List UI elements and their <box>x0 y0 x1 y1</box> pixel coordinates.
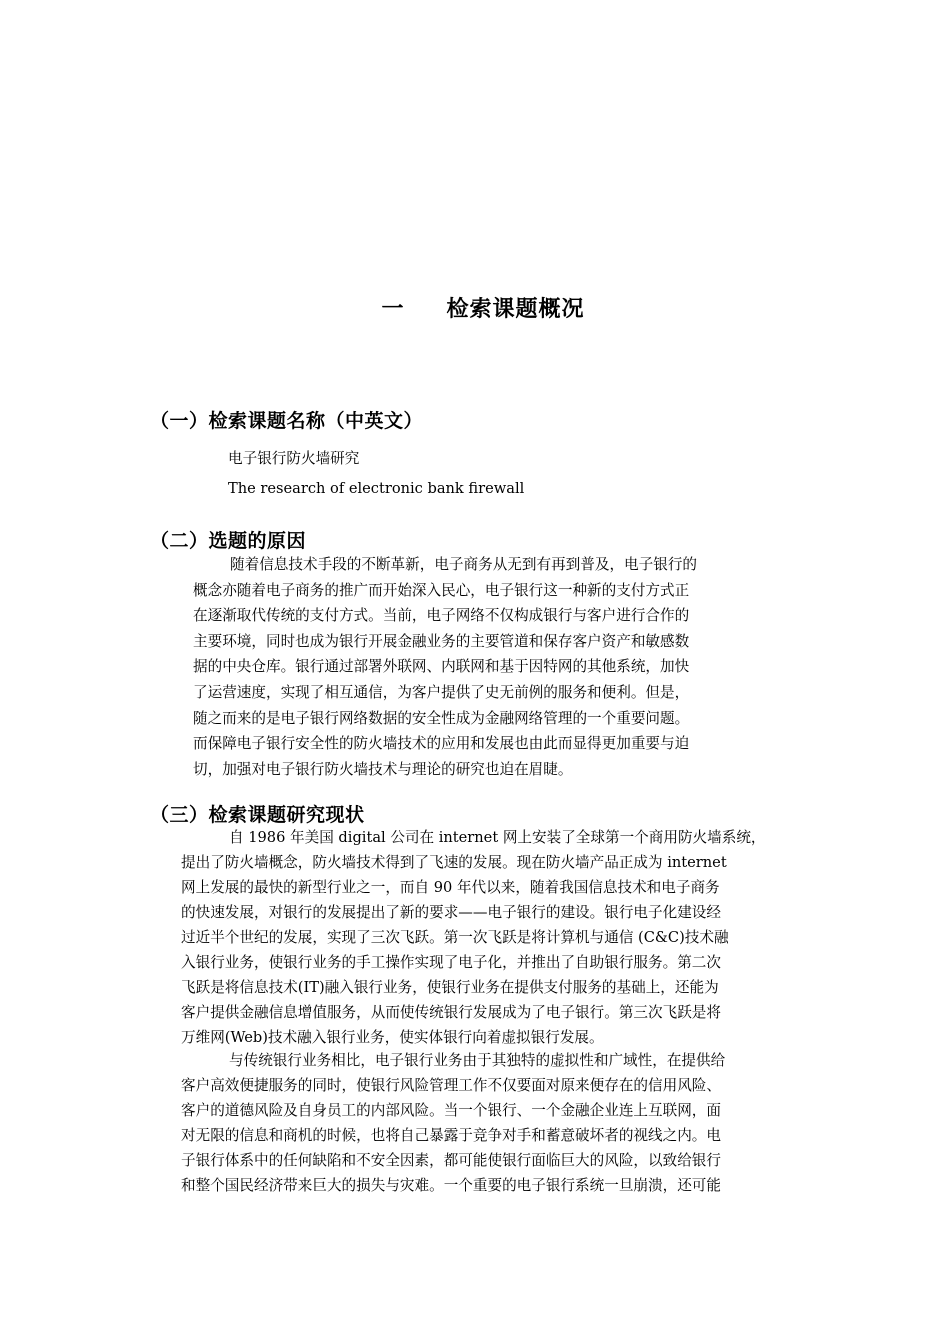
paragraph-line: 概念亦随着电子商务的推广而开始深入民心，电子银行这一种新的支付方式正 <box>193 581 690 599</box>
paragraph-line: 而保障电子银行安全性的防火墙技术的应用和发展也由此而显得更加重要与迫 <box>193 735 690 753</box>
section2-paragraph <box>193 552 771 782</box>
chapter-number: 一 <box>381 297 405 322</box>
paragraph-line: 主要环境，同时也成为银行开展金融业务的主要管道和保存客户资产和敏感数 <box>193 632 690 650</box>
section2-heading: （二）选题的原因 <box>150 530 307 552</box>
paragraph-line: 飞跃是将信息技术(IT)融入银行业务，使银行业务在提供支付服务的基础上，还能为 <box>181 979 719 996</box>
chapter-title <box>8 292 950 323</box>
paragraph-line: 据的中央仓库。银行通过部署外联网、内联网和基于因特网的其他系统，加快 <box>193 658 690 676</box>
paragraph-line: 客户提供金融信息增值服务，从而使传统银行发展成为了电子银行。第三次飞跃是将 <box>181 1004 721 1021</box>
paragraph-line: 对无限的信息和商机的时候，也将自己暴露于竞争对手和蓄意破坏者的视线之内。电 <box>181 1127 721 1144</box>
section1-heading: （一）检索课题名称（中英文） <box>150 410 424 432</box>
paragraph-line: 随之而来的是电子银行网络数据的安全性成为金融网络管理的一个重要问题。 <box>193 709 690 727</box>
paragraph-line: 提出了防火墙概念，防火墙技术得到了飞速的发展。现在防火墙产品正成为 internet <box>181 854 727 871</box>
chapter-title-text: 检索课题概况 <box>446 297 585 322</box>
section3-paragraph-1 <box>181 825 811 1050</box>
paragraph-line: 在逐渐取代传统的支付方式。当前，电子网络不仅构成银行与客户进行合作的 <box>193 607 690 625</box>
paragraph-line: 了运营速度，实现了相互通信，为客户提供了史无前例的服务和便利。但是， <box>193 683 690 701</box>
paragraph-line: 与传统银行业务相比，电子银行业务由于其独特的虚拟性和广域性，在提供给 <box>229 1052 726 1069</box>
paragraph-line: 的快速发展，对银行的发展提出了新的要求——电子银行的建设。银行电子化建设经 <box>181 904 721 921</box>
paragraph-line: 客户的道德风险及自身员工的内部风险。当一个银行、一个金融企业连上互联网，面 <box>181 1102 721 1119</box>
paragraph-line: 随着信息技术手段的不断革新，电子商务从无到有再到普及，电子银行的 <box>230 556 698 573</box>
paragraph-line: 网上发展的最快的新型行业之一，而自 90 年代以来，随着我国信息技术和电子商务 <box>181 879 720 896</box>
section3-heading: （三）检索课题研究现状 <box>150 804 365 826</box>
section3-paragraph-2 <box>181 1048 811 1198</box>
paragraph-line: 入银行业务，使银行业务的手工操作实现了电子化，并推出了自助银行服务。第二次 <box>181 954 721 971</box>
topic-title-en: The research of electronic bank firewall <box>228 480 525 497</box>
paragraph-line: 子银行体系中的任何缺陷和不安全因素，都可能使银行面临巨大的风险，以致给银行 <box>181 1152 721 1169</box>
paragraph-line: 过近半个世纪的发展，实现了三次飞跃。第一次飞跃是将计算机与通信 (C&C)技术融 <box>181 929 729 946</box>
topic-title-cn: 电子银行防火墙研究 <box>228 450 360 467</box>
paragraph-line: 和整个国民经济带来巨大的损失与灾难。一个重要的电子银行系统一旦崩溃，还可能 <box>181 1177 721 1194</box>
paragraph-line: 客户高效便捷服务的同时，使银行风险管理工作不仅要面对原来便存在的信用风险、 <box>181 1077 721 1094</box>
paragraph-line: 万维网(Web)技术融入银行业务，使实体银行向着虚拟银行发展。 <box>181 1029 604 1046</box>
paragraph-line: 切，加强对电子银行防火墙技术与理论的研究也迫在眉睫。 <box>193 760 573 778</box>
paragraph-line: 自 1986 年美国 digital 公司在 internet 网上安装了全球第一个商用防火墙系统， <box>229 829 766 846</box>
